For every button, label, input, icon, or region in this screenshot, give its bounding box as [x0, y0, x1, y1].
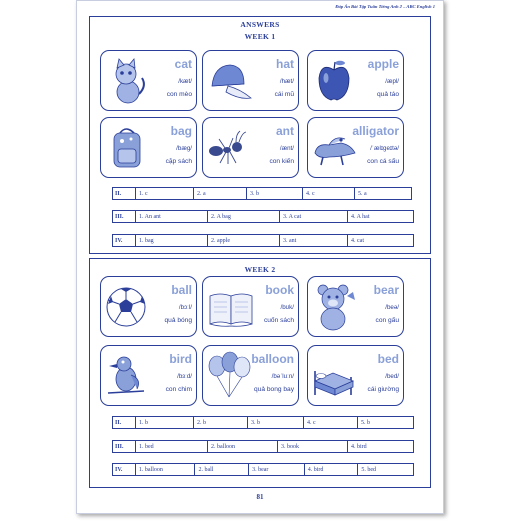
page-header: Đáp Án Bài Tập Tuần Tiếng Anh 2 – ABC English 1 — [335, 4, 435, 9]
row-label: IV. — [115, 238, 123, 244]
ant-icon — [206, 123, 252, 173]
card-ipa: /ænt/ — [279, 145, 294, 152]
card-ipa: /æpl/ — [385, 78, 399, 85]
card-bed — [307, 345, 404, 406]
answer-cell: 4. c — [302, 188, 354, 199]
card-meaning: con chim — [165, 386, 192, 393]
answer-cell: 5. b — [357, 417, 413, 428]
card-balloon — [202, 345, 299, 406]
card-meaning: cuốn sách — [263, 317, 294, 324]
week1-title: WEEK 1 — [244, 32, 276, 41]
answer-cell: 2. ball — [194, 464, 248, 475]
row-label: IV. — [115, 467, 123, 473]
card-hat — [202, 50, 299, 111]
card-ipa: /bəˈluːn/ — [271, 373, 294, 380]
week1-frame — [89, 16, 431, 254]
answer-row-iii — [112, 210, 414, 223]
card-word: apple — [367, 57, 399, 71]
card-word: bed — [377, 352, 399, 366]
card-word: book — [265, 283, 294, 297]
apple-icon — [311, 56, 357, 106]
answer-cell: 2. A bag — [207, 211, 279, 222]
bird-icon — [104, 351, 150, 401]
card-word: bag — [170, 124, 192, 138]
answer-cell: 1. b — [135, 417, 193, 428]
week2-title: WEEK 2 — [244, 265, 276, 274]
answer-cell: 2. apple — [207, 235, 279, 246]
card-ipa: /bɜːd/ — [177, 373, 192, 380]
row-label: II. — [115, 420, 122, 426]
answer-cell: 2. a — [193, 188, 246, 199]
answer-cell: 4. bird — [304, 464, 358, 475]
page-number: 81 — [256, 493, 264, 501]
card-word: cat — [174, 57, 192, 71]
alligator-icon — [311, 123, 357, 173]
answer-cell: 2. b — [193, 417, 247, 428]
card-apple — [307, 50, 404, 111]
row-label: III. — [115, 214, 124, 220]
card-ipa: /bʊk/ — [280, 304, 294, 311]
answer-cell: 3. book — [277, 441, 347, 452]
bed-icon — [311, 351, 357, 401]
week2-frame — [89, 258, 431, 488]
card-word: balloon — [251, 352, 294, 366]
card-word: alligator — [352, 124, 399, 138]
card-meaning: quả táo — [377, 91, 399, 98]
card-word: bird — [169, 352, 192, 366]
card-alligator — [307, 117, 404, 178]
answer-cell: 2. balloon — [207, 441, 277, 452]
answer-cell: 3. bear — [248, 464, 304, 475]
card-ipa: /bed/ — [385, 373, 399, 380]
answer-cell: 3. ant — [279, 235, 347, 246]
answer-cell: 1. balloon — [135, 464, 195, 475]
answer-row-iv — [112, 234, 414, 247]
card-ipa: /ˈælɪgeɪtə/ — [370, 145, 399, 152]
card-bear — [307, 276, 404, 337]
card-bag — [100, 117, 197, 178]
answer-cell: 1. bed — [135, 441, 207, 452]
answer-cell: 4. cat — [347, 235, 413, 246]
ball-icon — [104, 282, 150, 332]
answer-cell: 1. An ant — [135, 211, 207, 222]
card-meaning: quả bong bay — [254, 386, 294, 393]
answer-row-ii — [112, 416, 414, 429]
balloon-icon — [206, 351, 252, 401]
card-book — [202, 276, 299, 337]
card-ipa: /bɔːl/ — [178, 304, 192, 311]
card-meaning: quả bóng — [164, 317, 192, 324]
card-meaning: cái giường — [367, 386, 399, 393]
answer-row-ii — [112, 187, 412, 200]
card-meaning: con gấu — [375, 317, 399, 324]
card-meaning: con kiến — [269, 158, 294, 165]
card-word: ant — [276, 124, 294, 138]
card-word: bear — [373, 283, 399, 297]
answer-row-iii — [112, 440, 414, 453]
card-ipa: /kæt/ — [178, 78, 192, 85]
cat-icon — [104, 56, 150, 106]
hat-icon — [206, 56, 252, 106]
answer-cell: 4. A hat — [347, 211, 413, 222]
answer-cell: 1. bag — [135, 235, 207, 246]
card-ipa: /bæg/ — [176, 145, 192, 152]
answer-cell: 1. c — [135, 188, 193, 199]
answer-cell: 3. A cat — [279, 211, 347, 222]
worksheet-page — [76, 0, 444, 514]
card-ipa: /beə/ — [385, 304, 399, 311]
card-meaning: con cá sấu — [367, 158, 399, 165]
answer-row-iv — [112, 463, 414, 476]
card-bird — [100, 345, 197, 406]
card-meaning: cái mũ — [274, 91, 294, 98]
answer-cell: 4. c — [303, 417, 357, 428]
bear-icon — [311, 282, 357, 332]
bag-icon — [104, 123, 150, 173]
answer-cell: 4. bird — [347, 441, 413, 452]
row-label: III. — [115, 444, 124, 450]
book-icon — [206, 282, 256, 332]
card-word: hat — [276, 57, 294, 71]
card-meaning: con mèo — [166, 91, 192, 98]
answer-cell: 3. b — [246, 188, 302, 199]
card-ball — [100, 276, 197, 337]
card-meaning: cặp sách — [165, 158, 192, 165]
answer-cell: 5. bed — [357, 464, 413, 475]
card-ipa: /hæt/ — [279, 78, 294, 85]
answers-title: ANSWERS — [240, 20, 280, 29]
card-word: ball — [171, 283, 192, 297]
answer-cell: 3. b — [247, 417, 303, 428]
card-cat — [100, 50, 197, 111]
answer-cell: 5. a — [354, 188, 411, 199]
card-ant — [202, 117, 299, 178]
row-label: II. — [115, 191, 122, 197]
